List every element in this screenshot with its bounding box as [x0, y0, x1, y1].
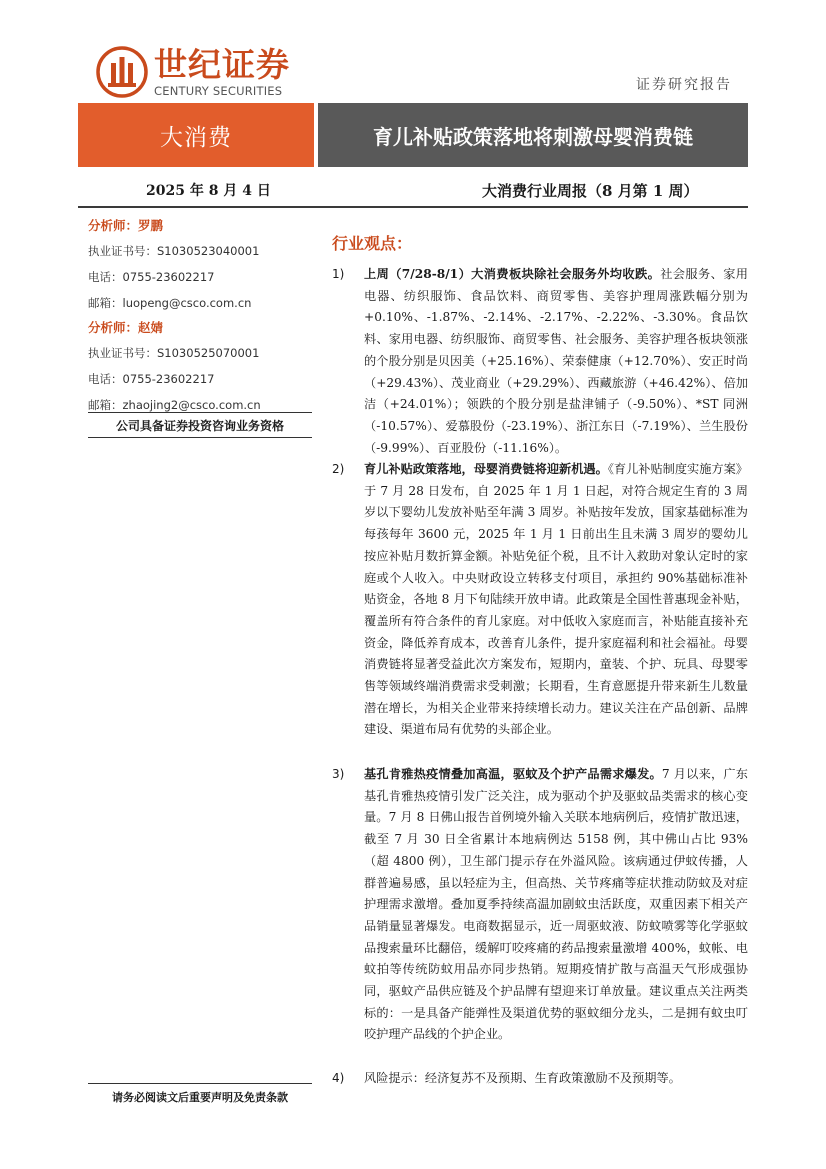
logo-chinese-name: 世纪证券 [154, 45, 290, 84]
item-text: 社会服务、家用电器、纺织服饰、食品饮料、商贸零售、美容护理周涨跌幅分别为+0.10%、-1.87%、-2.14%、-2.17%、-2.22%、-3.30%。食品饮料、家用电器、纺织服饰、商贸零售、社会服务、美容护理各板块领涨的个股分别是贝因美（+25.16%）、荣泰健康（+12.70%）、安正时尚（+29.43%）、茂业商业（+29.29%）、西藏旅游（+46.42%）、倍加洁（+24.01%）；领跌的个股分别是盐津铺子（-9.50%）、*ST 同洲（-10.57%）、爱慕股份（-23.19%）、浙江东日（-7.19%）、兰生股份（-9.99%）、百亚股份（-11.16%）。 [364, 267, 748, 455]
item-text: 7 月以来，广东基孔肯雅热疫情引发广泛关注，成为驱动个护及驱蚊品类需求的核心变量。7 月 8 日佛山报告首例境外输入关联本地病例后，疫情扩散迅速，截至 7 月 30 日全省累计本地病例达 5158 例，其中佛山占比 93%（超 4800 例），卫生部门提示存在外溢风险。该病通过伊蚊传播，人群普遍易感，虽以轻症为主，但高热、关节疼痛等症状推动防蚊及对症护理需求激增。叠加夏季持续高温加剧蚊虫活跃度，双重因素下相关产品销量显著爆发。电商数据显示，近一周驱蚊液、防蚊喷雾等化学驱蚊品搜索量环比翻倍，缓解叮咬疼痛的药品搜索量激增 400%，蚊帐、电蚊拍等传统防蚊用品亦同步热销。短期疫情扩散与高温天气形成强协同，驱蚊产品供应链及个护品牌有望迎来订单放量。建议重点关注两类标的：一是具备产能弹性及渠道优势的驱蚊细分龙头，二是拥有蚊虫叮咬护理产品线的个护企业。 [364, 767, 748, 1042]
report-date: 2025 年 8 月 4 日 [146, 183, 271, 199]
analyst-name: 分析师：赵婧 [88, 320, 164, 335]
item-lead: 基孔肯雅热疫情叠加高温，驱蚊及个护产品需求爆发。 [364, 767, 662, 781]
header-divider [78, 206, 748, 208]
viewpoint-item [332, 764, 748, 1046]
report-title-banner: 育儿补贴政策落地将刺激母婴消费链 [318, 103, 748, 167]
analyst-sidebar [88, 214, 312, 418]
item-text: 《育儿补贴制度实施方案》于 7 月 28 日发布，自 2025 年 1 月 1 日起，对符合规定生育的 3 周岁以下婴幼儿发放补贴至年满 3 周岁。补贴按年发放，国家基础标准为每孩每年 3600 元，2025 年 1 月 1 日前出生且未满 3 周岁的婴幼儿按应补贴月数折算金额。补贴免征个税，且不计入救助对象认定时的家庭或个人收入。中央财政设立转移支付项目，承担约 90%基础标准补贴资金，各地 8 月下旬陆续开放申请。此政策是全国性普惠现金补贴，覆盖所有符合条件的育儿家庭。对中低收入家庭而言，补贴能直接补充资金，降低养育成本，改善育儿条件，提升家庭福利和社会福祉。母婴消费链将显著受益此次方案发布，短期内，童装、个护、玩具、母婴零售等领域终端消费需求受刺激；长期看，生育意愿提升带来新生儿数量潜在增长，为相关企业带来持续增长动力。建议关注在产品创新、品牌建设、渠道布局有优势的头部企业。 [364, 462, 748, 737]
analyst-email: 邮箱：luopeng@csco.com.cn [88, 296, 252, 310]
analyst-name: 分析师：罗鹏 [88, 218, 164, 233]
item-number: 4) [332, 1071, 345, 1085]
analyst-block [88, 316, 312, 418]
item-text: 风险提示：经济复苏不及预期、生育政策激励不及预期等。 [364, 1071, 681, 1085]
item-number: 2) [332, 462, 345, 476]
section-title: 行业观点： [332, 234, 413, 253]
item-lead: 育儿补贴政策落地，母婴消费链将迎新机遇。 [364, 462, 608, 476]
sector-banner: 大消费 [78, 103, 314, 167]
viewpoint-item [332, 1068, 748, 1090]
item-lead: 上周（7/28-8/1）大消费板块除社会服务外均收跌。 [364, 267, 661, 281]
report-series-name: 大消费行业周报（8 月第 1 周） [482, 182, 699, 200]
report-type-label: 证券研究报告 [636, 77, 732, 93]
company-logo [96, 44, 316, 102]
disclaimer-notice: 请务必阅读文后重要声明及免责条款 [88, 1083, 312, 1107]
century-securities-logo-icon [96, 46, 148, 98]
viewpoint-item [332, 264, 748, 459]
qualification-statement: 公司具备证券投资咨询业务资格 [88, 412, 312, 438]
analyst-block [88, 214, 312, 316]
analyst-phone: 电话：0755-23602217 [88, 372, 215, 386]
analyst-license: 执业证书号：S1030525070001 [88, 346, 260, 360]
viewpoint-item [332, 459, 748, 741]
analyst-license: 执业证书号：S1030523040001 [88, 244, 260, 258]
item-number: 1) [332, 267, 345, 281]
item-number: 3) [332, 767, 345, 781]
analyst-email: 邮箱：zhaojing2@csco.com.cn [88, 398, 261, 412]
analyst-phone: 电话：0755-23602217 [88, 270, 215, 284]
logo-english-name: CENTURY SECURITIES [154, 84, 283, 98]
